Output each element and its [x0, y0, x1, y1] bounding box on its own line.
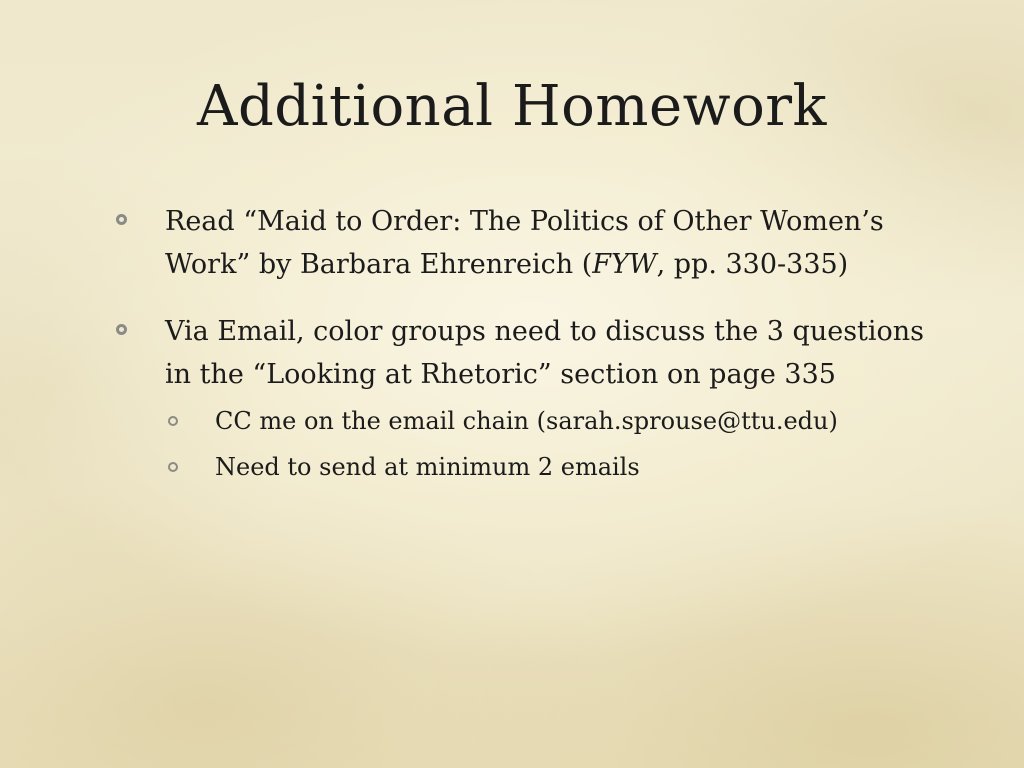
slide-title: Additional Homework	[197, 74, 827, 139]
bullet-text-email: Via Email, color groups need to discuss the 3 questions in the “Looking at Rhetoric” section on page 335	[165, 316, 925, 390]
bullet-text-reading: Read “Maid to Order: The Politics of Other Women’s Work” by Barbara Ehrenreich (FYW, pp. 330-335)	[165, 206, 884, 280]
hollow-circle-bullet-icon	[116, 324, 127, 335]
bullet-item-reading	[110, 200, 930, 286]
hollow-circle-bullet-icon	[168, 462, 178, 472]
hollow-circle-bullet-icon	[116, 214, 127, 225]
slide-body	[110, 200, 930, 490]
sub-bullet-cc	[110, 398, 930, 444]
sub-bullet-text-cc: CC me on the email chain (sarah.sprouse@ttu.edu)	[215, 407, 838, 435]
sub-bullet-text-min-emails: Need to send at minimum 2 emails	[215, 453, 640, 481]
sub-bullet-min-emails	[110, 444, 930, 490]
hollow-circle-bullet-icon	[168, 416, 178, 426]
book-abbreviation: FYW	[592, 249, 657, 280]
bullet-item-email	[110, 310, 930, 396]
